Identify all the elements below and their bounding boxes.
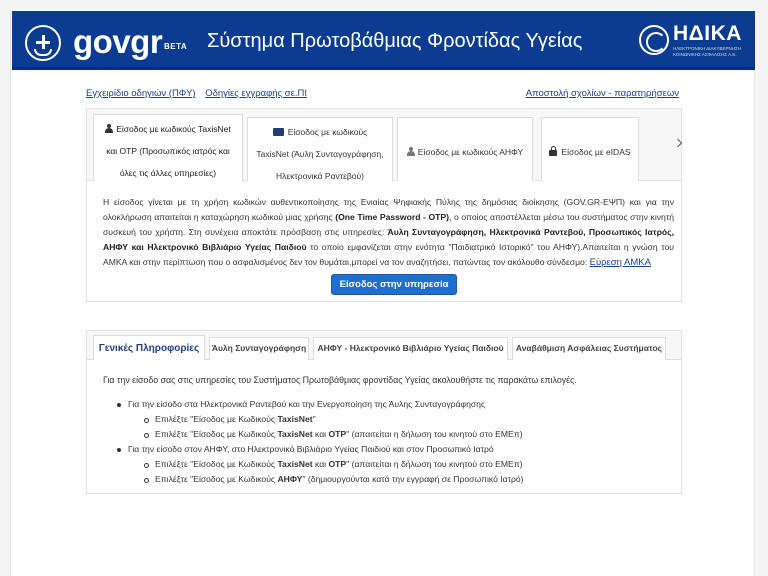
app-title: Σύστημα Πρωτοβάθμιας Φροντίδας Υγείας bbox=[207, 30, 583, 52]
id-card-icon bbox=[273, 128, 284, 136]
tab-security-upgrade[interactable]: Αναβάθμιση Ασφάλειας Συστήματος bbox=[512, 337, 666, 360]
idika-logo-icon bbox=[639, 25, 669, 55]
list-item: Επιλέξτε "Είσοδος με Κωδικούς ΑΗΦΥ" (δημιουργούνται κατά την εγγραφή σε Προσωπικό Ιατρό) bbox=[144, 472, 524, 487]
user-icon bbox=[105, 124, 113, 133]
login-description: Η είσοδος γίνεται με τη χρήση κωδικών αυθεντικοποίησης της Ενιαίας Ψηφιακής Πύλης της δημόσιας διοίκησης (GOV.GR-ΕΨΠ) και για την ολοκλήρωση απαιτείται η καταχώρηση κωδικού μιας χρήσης (One Time Password - OTP), ο οποίος αποστέλλεται μέσω του συστήματος στην κινητή συσκευή του χρήστη. Στη συνέχεια αποκτάτε πρόσβαση στις υπηρεσίες: Άυλη Συνταγογράφηση, Ηλεκτρονικά Ραντεβού, Προσωπικός Ιατρός, ΑΗΦΥ και Ηλεκτρονικό Βιβλιάριο Υγείας Παιδιού το οποίο εμφανίζεται στην ενότητα "Παιδιατρικό Ιστορικό" του ΑΗΦΥ).Απαιτείται η γνώση του ΑΜΚΑ και στην περίπτωση που ο ασφαλισμένος δεν τον θυμάται,μπορεί να τον αναζητήσει, πατώντας τον ακόλουθο σύνδεσμο: Εύρεση ΑΜΚΑ bbox=[103, 197, 674, 268]
top-links bbox=[86, 88, 314, 99]
tab-login-ahfy[interactable]: Είσοδος με κωδικούς ΑΗΦΥ bbox=[397, 117, 533, 181]
tab-ahfy-child-health[interactable]: ΑΗΦΥ - Ηλεκτρονικό Βιβλιάριο Υγείας Παιδιού bbox=[313, 337, 508, 360]
info-intro-text: Για την είσοδο σας στις υπηρεσίες του Συστήματος Πρωτοβάθμιας φροντίδας Υγείας ακολουθήστε τις παρακάτω επιλογές. bbox=[103, 375, 577, 385]
tab-general-info[interactable]: Γενικές Πληροφορίες bbox=[93, 335, 205, 361]
info-list bbox=[117, 397, 524, 487]
login-button[interactable]: Είσοδος στην υπηρεσία bbox=[331, 274, 457, 295]
tab-login-eidas[interactable]: Είσοδος με eIDAS bbox=[541, 117, 639, 181]
manual-link[interactable]: Εγχειρίδιο οδηγιών (ΠΦΥ) bbox=[86, 88, 196, 99]
lock-icon bbox=[549, 146, 557, 156]
user-icon bbox=[407, 147, 415, 156]
list-item: Επιλέξτε "Είσοδος με Κωδικούς TaxisNet και OTP" (απαιτείται η δήλωση του κινητού στο ΕΜΕπ) bbox=[144, 457, 524, 472]
tabs-scroll-right-icon[interactable] bbox=[674, 137, 686, 151]
greek-emblem-icon bbox=[25, 25, 61, 61]
page bbox=[10, 10, 755, 576]
idika-logo-name: ΗΔΙΚΑ bbox=[673, 22, 742, 45]
beta-badge: BETA bbox=[164, 42, 188, 51]
find-amka-link[interactable]: Εύρεση ΑΜΚΑ bbox=[589, 257, 651, 268]
list-item: Επιλέξτε "Είσοδος με Κωδικούς TaxisNet" bbox=[144, 412, 524, 427]
login-panel bbox=[86, 108, 682, 302]
tab-login-taxisnet[interactable]: Είσοδος με κωδικούς TaxisNet (Άυλη Συνταγογράφηση, Ηλεκτρονικά Ραντεβού) bbox=[247, 117, 393, 181]
info-tabs bbox=[87, 331, 681, 360]
login-tabs bbox=[87, 109, 681, 181]
tab-e-prescription[interactable]: Άυλη Συνταγογράφηση bbox=[209, 337, 309, 360]
tab-login-taxisnet-otp[interactable]: Είσοδος με κωδικούς TaxisNet και OTP (Προσωπικός ιατρός και όλες τις άλλες υπηρεσίες) bbox=[93, 114, 243, 182]
info-panel bbox=[86, 330, 682, 494]
site-header bbox=[12, 11, 755, 70]
govgr-logo[interactable]: govgr bbox=[73, 23, 163, 60]
registration-guide-link[interactable]: Οδηγίες εγγραφής σε.ΠΙ bbox=[205, 88, 308, 99]
feedback-link[interactable]: Αποστολή σχολίων - παρατηρήσεων bbox=[525, 88, 679, 99]
list-item: Για την είσοδο στον ΑΗΦΥ, στο Ηλεκτρονικό Βιβλιάριο Υγείας Παιδιού και στον Προσωπικό Ιατρό Επιλέξτε "Είσοδος με Κωδικούς TaxisNet και OTP" (απαιτείται η δήλωση του κινητού στο ΕΜΕπ) Επιλέξτε "Είσοδος με Κωδικούς ΑΗΦΥ" (δημιουργούνται κατά την εγγραφή σε Προσωπικό Ιατρό) bbox=[117, 442, 524, 487]
list-item: Επιλέξτε "Είσοδος με Κωδικούς TaxisNet και OTP" (απαιτείται η δήλωση του κινητού στο ΕΜΕπ) bbox=[144, 427, 524, 442]
idika-logo-subtitle: ΗΛΕΚΤΡΟΝΙΚΗ ΔΙΑΚΥΒΕΡΝΗΣΗ ΚΟΙΝΩΝΙΚΗΣ ΑΣΦΑΛΙΣΗΣ Α.Ε. bbox=[673, 46, 742, 57]
list-item: Για την είσοδο στα Ηλεκτρονικά Ραντεβού και την Ενεργοποίηση της Άυλης Συνταγογράφησης Επιλέξτε "Είσοδος με Κωδικούς TaxisNet" Επιλέξτε "Είσοδος με Κωδικούς TaxisNet και OTP" (απαιτείται η δήλωση του κινητού στο ΕΜΕπ) bbox=[117, 397, 524, 442]
